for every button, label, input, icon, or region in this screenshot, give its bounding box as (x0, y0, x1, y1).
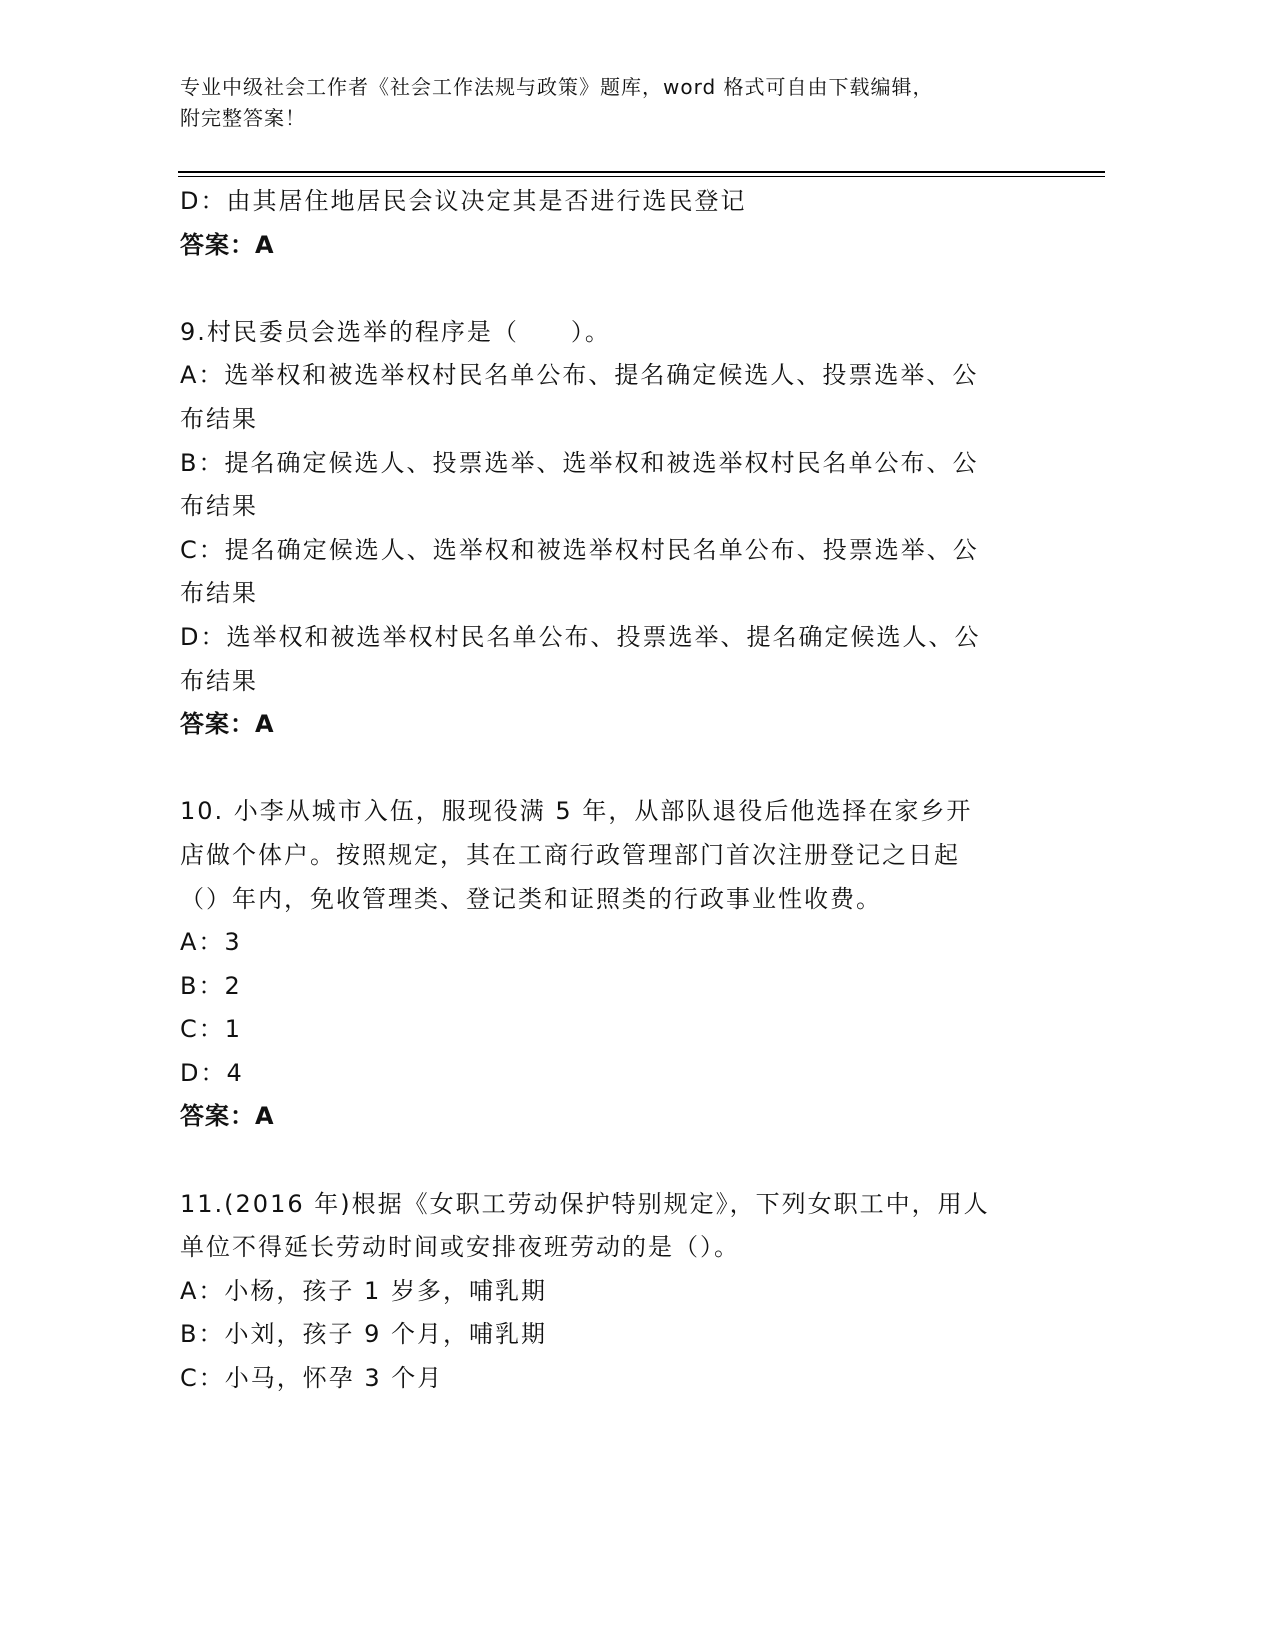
document-header (180, 72, 934, 134)
answer-line: 答案：A (180, 230, 275, 259)
question-line: 11.(2016 年)根据《女职工劳动保护特别规定》，下列女职工中，用人 (180, 1189, 990, 1218)
question-line: 布结果 (180, 579, 258, 608)
question-block (180, 180, 990, 311)
question-line: 布结果 (180, 666, 258, 695)
question-line: 10. 小李从城市入伍，服现役满 5 年，从部队退役后他选择在家乡开 (180, 797, 973, 826)
question-line: B：2 (180, 971, 242, 1000)
question-block (180, 1183, 990, 1401)
question-line: 9.村民委员会选举的程序是（ ）。 (180, 317, 611, 346)
question-line: 布结果 (180, 492, 258, 521)
header-divider-thick (178, 171, 1105, 173)
question-line: 单位不得延长劳动时间或安排夜班劳动的是（）。 (180, 1233, 740, 1262)
question-line: A：选举权和被选举权村民名单公布、提名确定候选人、投票选举、公 (180, 361, 979, 390)
question-line: A：3 (180, 928, 242, 957)
question-block (180, 790, 990, 1182)
question-line: B：小刘，孩子 9 个月，哺乳期 (180, 1320, 547, 1349)
question-line: D：4 (180, 1058, 244, 1087)
question-block (180, 311, 990, 791)
question-line: C：提名确定候选人、选举权和被选举权村民名单公布、投票选举、公 (180, 535, 979, 564)
question-line: C：1 (180, 1015, 243, 1044)
question-line: D：选举权和被选举权村民名单公布、投票选举、提名确定候选人、公 (180, 622, 981, 651)
answer-line: 答案：A (180, 1102, 275, 1131)
question-line: C：小马，怀孕 3 个月 (180, 1364, 444, 1393)
answer-line: 答案：A (180, 710, 275, 739)
header-line: 专业中级社会工作者《社会工作法规与政策》题库，word 格式可自由下载编辑， (180, 75, 934, 99)
question-line: 店做个体户。按照规定，其在工商行政管理部门首次注册登记之日起 (180, 840, 960, 869)
question-line: D：由其居住地居民会议决定其是否进行选民登记 (180, 187, 747, 215)
question-line: A：小杨，孩子 1 岁多，哺乳期 (180, 1276, 547, 1305)
question-content (180, 180, 990, 1401)
header-line: 附完整答案！ (180, 106, 306, 130)
header-divider-thin (178, 176, 1105, 177)
question-line: B：提名确定候选人、投票选举、选举权和被选举权村民名单公布、公 (180, 448, 979, 477)
question-line: 布结果 (180, 404, 258, 433)
question-line: （）年内，免收管理类、登记类和证照类的行政事业性收费。 (180, 884, 882, 913)
